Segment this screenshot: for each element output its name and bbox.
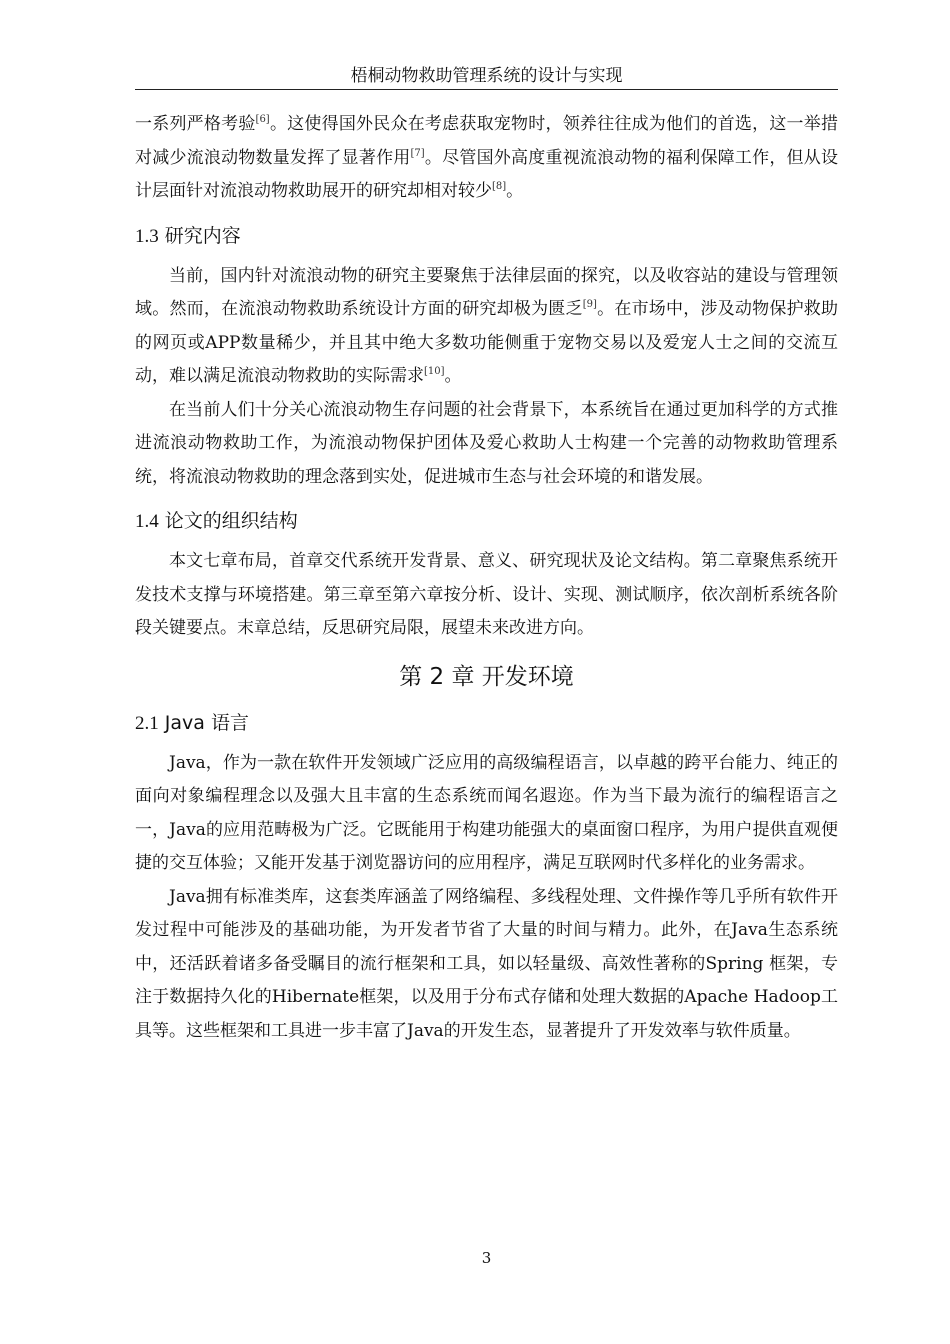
section-title: 论文的组织结构 <box>164 510 298 532</box>
text-segment: 。 <box>506 181 524 201</box>
citation-ref: [7] <box>410 147 425 159</box>
section-number: 1.3 <box>135 225 159 247</box>
section-heading-1-3 <box>135 221 838 252</box>
section-title: Java 语言 <box>164 711 249 734</box>
text-segment: 。在市场中，涉及动物保护救助的网页或APP数量稀少，并且其中绝大多数功能侧重于宠物交易以及爱宠人士之间的交流互动，难以满足流浪动物救助的实际需求 <box>135 299 839 386</box>
text-segment: 一系列严格考验 <box>135 114 256 134</box>
chapter-title: 第 2 章 开发环境 <box>399 663 574 690</box>
running-header: 梧桐动物救助管理系统的设计与实现 <box>350 66 623 86</box>
body-content <box>135 108 838 1048</box>
section-heading-1-4 <box>135 506 838 537</box>
paragraph: Java拥有标准类库，这套类库涵盖了网络编程、多线程处理、文件操作等几乎所有软件开发过程中可能涉及的基础功能，为开发者节省了大量的时间与精力。此外，在Java生态系统中，还活跃着诸多备受瞩目的流行框架和工具，如以轻量级、高效性著称的Spring 框架，专注于数据持久化的Hibernate框架，以及用于分布式存储和处理大数据的Apache Hadoop工具等。这些框架和工具进一步丰富了Java的开发生态，显著提升了开发效率与软件质量。 <box>135 886 838 1041</box>
citation-ref: [10] <box>424 366 445 377</box>
text-segment: 。尽管国外高度重视流浪动物的福利保障工作，但从设计层面针对流浪动物救助展开的研究却相对较少 <box>135 147 838 201</box>
section-title: 研究内容 <box>164 224 241 247</box>
paragraph-continued <box>135 108 838 209</box>
citation-ref: [6] <box>255 114 270 125</box>
citation-ref: [9] <box>582 299 597 310</box>
paragraph: Java，作为一款在软件开发领域广泛应用的高级编程语言，以卓越的跨平台能力、纯正的面向对象编程理念以及强大且丰富的生态系统而闻名遐迩。作为当下最为流行的编程语言之一，Java的应用范畴极为广泛。它既能用于构建功能强大的桌面窗口程序，为用户提供直观便捷的交互体验；又能开发基于浏览器访问的应用程序，满足互联网时代多样化的业务需求。 <box>135 752 838 873</box>
section-number: 1.4 <box>135 511 159 532</box>
paragraph: 本文七章布局，首章交代系统开发背景、意义、研究现状及论文结构。第二章聚焦系统开发技术支撑与环境搭建。第三章至第六章按分析、设计、实现、测试顺序，依次剖析系统各阶段关键要点。末章总结，反思研究局限，展望未来改进方向。 <box>135 551 838 638</box>
text-segment: 。这使得国外民众在考虑获取宠物时，领养往往成为他们的首选，这一举措对减少流浪动物数量发挥了显著作用 <box>135 114 839 168</box>
text-segment: 。 <box>444 366 462 386</box>
page-number: 3 <box>481 1249 492 1267</box>
paragraph <box>135 260 838 394</box>
section-heading-2-1 <box>135 708 838 739</box>
citation-ref: [8] <box>492 181 507 192</box>
section-number: 2.1 <box>135 712 159 734</box>
text-segment: 当前，国内针对流浪动物的研究主要聚焦于法律层面的探究，以及收容站的建设与管理领域。然而，在流浪动物救助系统设计方面的研究却极为匮乏 <box>135 265 838 319</box>
header-rule <box>135 89 838 90</box>
paragraph: 在当前人们十分关心流浪动物生存问题的社会背景下，本系统旨在通过更加科学的方式推进流浪动物救助工作，为流浪动物保护团体及爱心救助人士构建一个完善的动物救助管理系统，将流浪动物救助的理念落到实处，促进城市生态与社会环境的和谐发展。 <box>135 399 838 487</box>
